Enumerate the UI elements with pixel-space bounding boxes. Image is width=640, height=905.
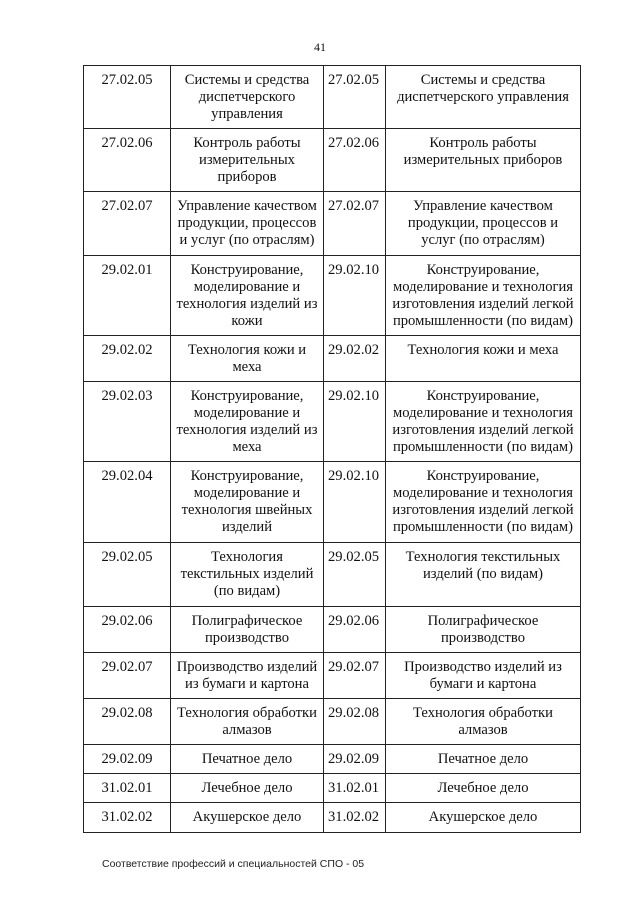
old-code-cell: 29.02.03	[84, 382, 171, 462]
table-row	[84, 256, 581, 336]
new-code-cell: 29.02.08	[324, 699, 386, 745]
new-code-cell: 29.02.10	[324, 462, 386, 543]
new-name-cell: Полиграфическое производство	[386, 607, 581, 653]
new-code-cell: 27.02.06	[324, 129, 386, 192]
new-name-cell: Технология кожи и меха	[386, 336, 581, 382]
new-code-cell: 29.02.05	[324, 543, 386, 607]
old-name-cell: Технология обработки алмазов	[171, 699, 324, 745]
old-code-cell: 31.02.02	[84, 803, 171, 833]
old-code-cell: 29.02.06	[84, 607, 171, 653]
new-name-cell: Лечебное дело	[386, 774, 581, 803]
new-code-cell: 27.02.07	[324, 192, 386, 256]
old-code-cell: 29.02.04	[84, 462, 171, 543]
new-code-cell: 31.02.02	[324, 803, 386, 833]
table-row	[84, 653, 581, 699]
old-code-cell: 29.02.01	[84, 256, 171, 336]
new-name-cell: Печатное дело	[386, 745, 581, 774]
old-name-cell: Контроль работы измерительных приборов	[171, 129, 324, 192]
new-name-cell: Акушерское дело	[386, 803, 581, 833]
new-name-cell: Технология обработки алмазов	[386, 699, 581, 745]
new-code-cell: 27.02.05	[324, 66, 386, 129]
old-name-cell: Полиграфическое производство	[171, 607, 324, 653]
old-name-cell: Печатное дело	[171, 745, 324, 774]
old-name-cell: Технология текстильных изделий (по видам)	[171, 543, 324, 607]
correspondence-table	[83, 65, 581, 833]
new-code-cell: 29.02.10	[324, 382, 386, 462]
new-name-cell: Конструирование, моделирование и технология изготовления изделий легкой промышленности (по видам)	[386, 382, 581, 462]
old-code-cell: 29.02.05	[84, 543, 171, 607]
table-row	[84, 607, 581, 653]
new-code-cell: 29.02.02	[324, 336, 386, 382]
old-name-cell: Конструирование, моделирование и технология изделий из меха	[171, 382, 324, 462]
new-name-cell: Конструирование, моделирование и технология изготовления изделий легкой промышленности (по видам)	[386, 462, 581, 543]
new-code-cell: 31.02.01	[324, 774, 386, 803]
new-code-cell: 29.02.10	[324, 256, 386, 336]
table-row	[84, 382, 581, 462]
old-name-cell: Технология кожи и меха	[171, 336, 324, 382]
old-name-cell: Управление качеством продукции, процессов и услуг (по отраслям)	[171, 192, 324, 256]
new-name-cell: Конструирование, моделирование и технология изготовления изделий легкой промышленности (по видам)	[386, 256, 581, 336]
old-name-cell: Производство изделий из бумаги и картона	[171, 653, 324, 699]
old-code-cell: 27.02.07	[84, 192, 171, 256]
new-name-cell: Системы и средства диспетчерского управления	[386, 66, 581, 129]
old-name-cell: Системы и средства диспетчерского управления	[171, 66, 324, 129]
table-row	[84, 66, 581, 129]
old-name-cell: Конструирование, моделирование и технология изделий из кожи	[171, 256, 324, 336]
old-code-cell: 29.02.08	[84, 699, 171, 745]
old-code-cell: 29.02.09	[84, 745, 171, 774]
table-row	[84, 129, 581, 192]
new-name-cell: Управление качеством продукции, процессов и услуг (по отраслям)	[386, 192, 581, 256]
table-row	[84, 803, 581, 833]
table-body	[84, 66, 581, 833]
table-row	[84, 774, 581, 803]
old-name-cell: Акушерское дело	[171, 803, 324, 833]
table-row	[84, 462, 581, 543]
old-name-cell: Конструирование, моделирование и технология швейных изделий	[171, 462, 324, 543]
new-code-cell: 29.02.09	[324, 745, 386, 774]
table-row	[84, 192, 581, 256]
old-name-cell: Лечебное дело	[171, 774, 324, 803]
old-code-cell: 27.02.06	[84, 129, 171, 192]
document-footer: Соответствие профессий и специальностей СПО - 05	[102, 858, 365, 870]
old-code-cell: 29.02.02	[84, 336, 171, 382]
table-row	[84, 699, 581, 745]
new-code-cell: 29.02.07	[324, 653, 386, 699]
old-code-cell: 31.02.01	[84, 774, 171, 803]
old-code-cell: 29.02.07	[84, 653, 171, 699]
new-code-cell: 29.02.06	[324, 607, 386, 653]
new-name-cell: Производство изделий из бумаги и картона	[386, 653, 581, 699]
table-row	[84, 336, 581, 382]
old-code-cell: 27.02.05	[84, 66, 171, 129]
table-row	[84, 543, 581, 607]
table-row	[84, 745, 581, 774]
new-name-cell: Контроль работы измерительных приборов	[386, 129, 581, 192]
page-number: 41	[314, 40, 326, 54]
new-name-cell: Технология текстильных изделий (по видам)	[386, 543, 581, 607]
